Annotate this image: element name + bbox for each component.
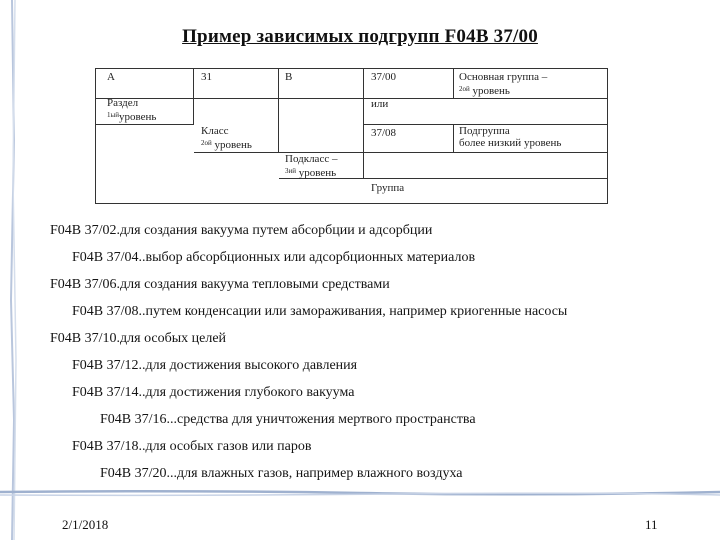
table-border-bottom [95, 203, 608, 204]
subclass-level-text: уровень [298, 167, 337, 179]
cell-section-code: A [107, 71, 115, 83]
table-vline-3 [363, 68, 364, 178]
cell-class-code: 31 [201, 71, 212, 83]
table-vline-5 [453, 124, 454, 152]
class-title: Класс [201, 125, 229, 137]
main-group-level-text: уровень [472, 85, 510, 97]
table-vline-2 [278, 68, 279, 152]
cell-subclass-code: B [285, 71, 293, 83]
subclass-level-ordinal: 3ий [285, 167, 296, 175]
cell-section-label [107, 97, 156, 123]
table-vline-1 [193, 68, 194, 124]
cell-subgroup-label [459, 125, 561, 149]
table-border-top [95, 68, 608, 69]
classification-line: F04B 37/02.для создания вакуума путем абсорбции и адсорбции [50, 223, 433, 238]
cell-or: или [371, 98, 389, 110]
subclass-title: Подкласс – [285, 153, 338, 165]
slide-title: Пример зависимых подгрупп F04B 37/00 [182, 26, 538, 47]
left-decorative-stroke [8, 0, 18, 540]
main-group-title: Основная группа – [459, 71, 548, 83]
slide-page-number: 11 [645, 517, 658, 532]
table-hline-1 [95, 98, 608, 99]
section-level [107, 109, 156, 123]
cell-subgroup-code: 37/08 [371, 127, 397, 139]
classification-line: F04B 37/16...средства для уничтожения мертвого пространства [100, 412, 476, 427]
subgroup-level: более низкий уровень [459, 137, 562, 149]
table-hline-4 [194, 152, 608, 153]
classification-line: F04B 37/14..для достижения глубокого вакуума [72, 385, 355, 400]
classification-line: F04B 37/06.для создания вакуума тепловыми средствами [50, 277, 390, 292]
cell-main-group-code: 37/00 [371, 71, 397, 83]
table-border-right [607, 68, 608, 204]
cell-group-label: Группа [371, 182, 405, 194]
classification-line: F04B 37/12..для достижения высокого давления [72, 358, 358, 373]
classification-line: F04B 37/20...для влажных газов, например влажного воздуха [100, 466, 463, 481]
classification-hierarchy-table [95, 68, 608, 204]
section-title: Раздел [107, 97, 139, 109]
section-level-ordinal: 1ый [107, 111, 119, 119]
cell-subclass-label [285, 153, 337, 179]
table-border-left [95, 68, 96, 204]
class-level [201, 137, 252, 151]
section-level-text: уровень [118, 111, 157, 123]
class-level-text: уровень [214, 139, 252, 151]
subclass-level [285, 165, 337, 179]
table-hline-2 [95, 124, 194, 125]
cell-main-group-label [459, 71, 547, 97]
main-group-level [459, 83, 547, 97]
cell-class-label [201, 125, 252, 151]
table-vline-4 [453, 68, 454, 98]
class-level-ordinal: 2ой [201, 139, 212, 147]
classification-line: F04B 37/04..выбор абсорбционных или адсорбционных материалов [72, 250, 476, 265]
slide-date: 2/1/2018 [62, 517, 109, 532]
subgroup-title: Подгруппа [459, 125, 510, 137]
classification-line: F04B 37/08..путем конденсации или замораживания, например криогенные насосы [72, 304, 568, 319]
classification-line: F04B 37/10.для особых целей [50, 331, 227, 346]
bottom-decorative-stroke [0, 489, 720, 497]
main-group-level-ordinal: 2ой [459, 85, 470, 93]
classification-line: F04B 37/18..для особых газов или паров [72, 439, 312, 454]
